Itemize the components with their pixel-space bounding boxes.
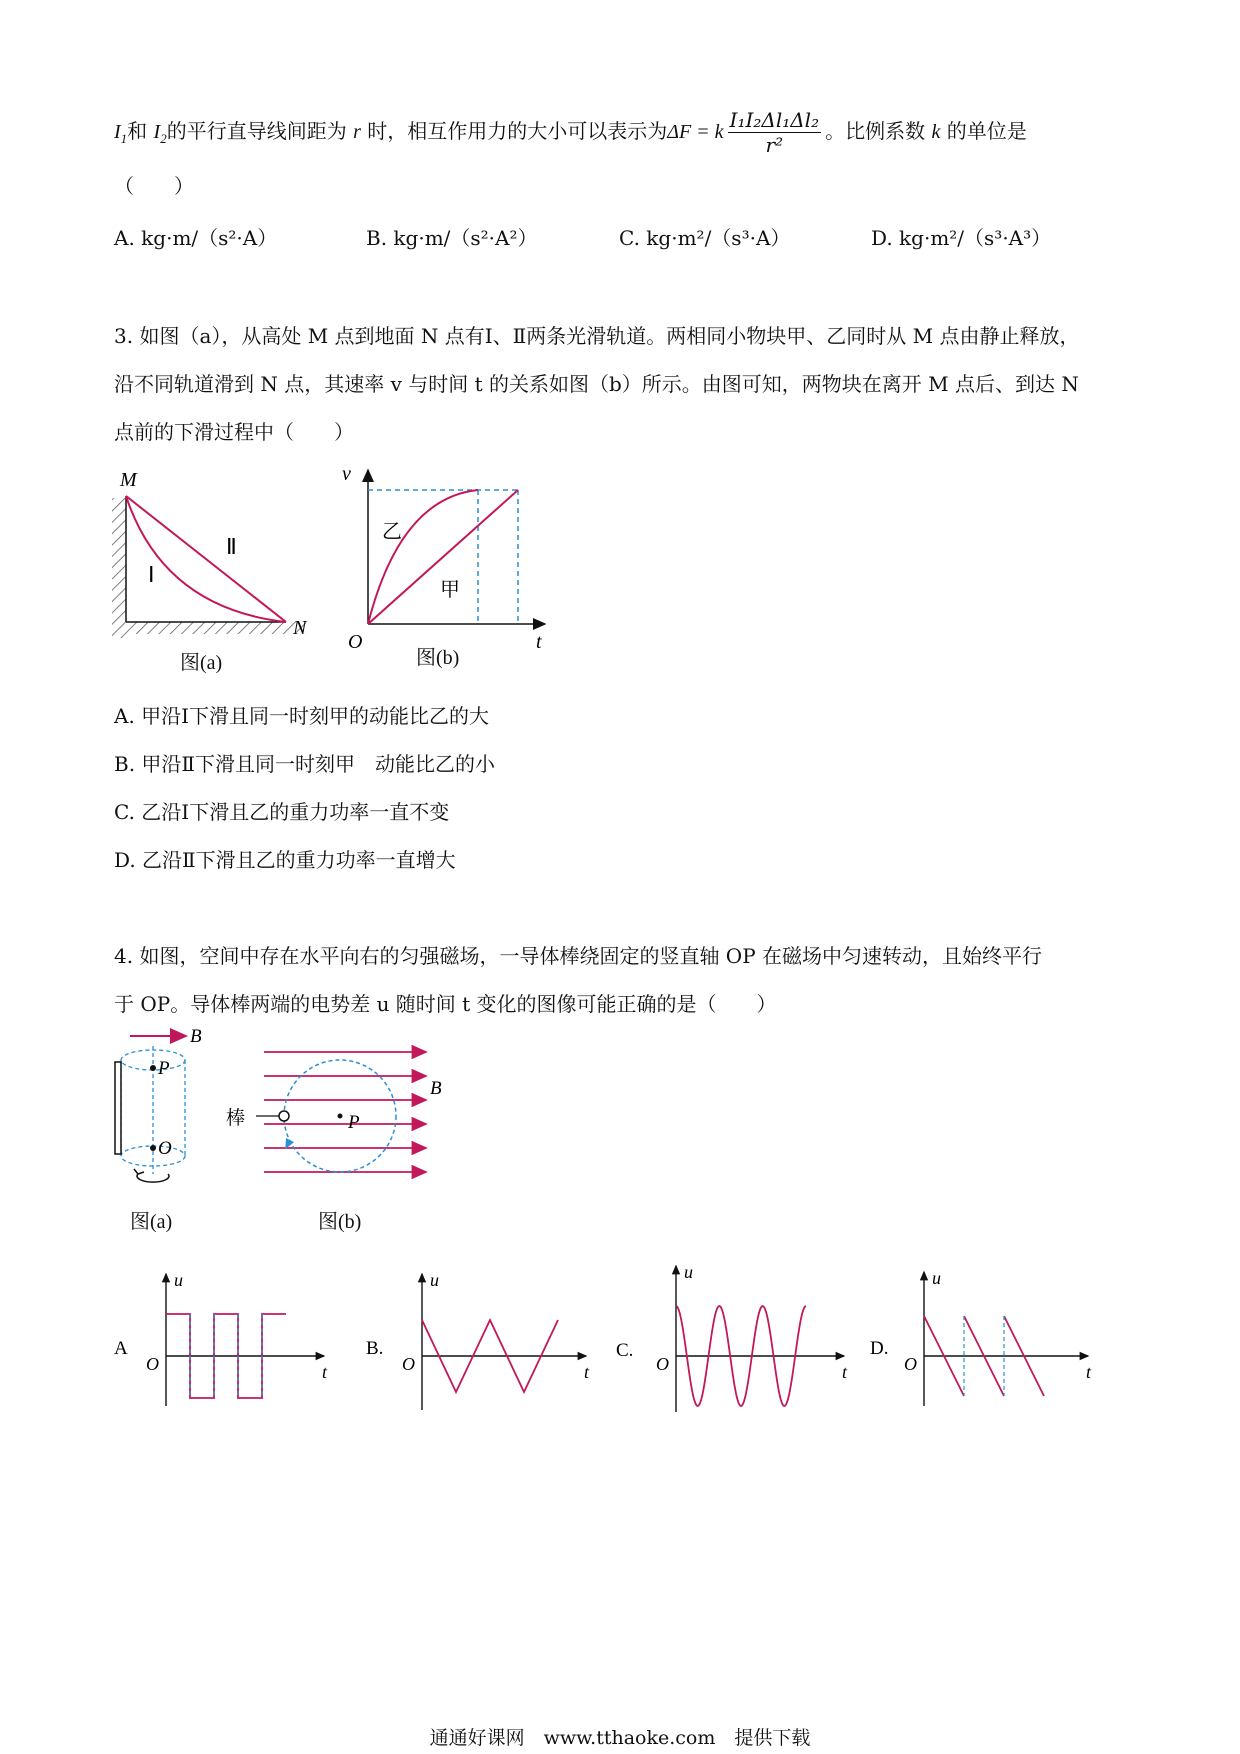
- svg-text:O: O: [158, 1138, 172, 1159]
- q3-option-a[interactable]: A. 甲沿Ⅰ下滑且同一时刻甲的动能比乙的大: [114, 704, 490, 728]
- q4-graph-d[interactable]: [868, 1266, 1098, 1416]
- q4-graph-a[interactable]: [112, 1268, 332, 1418]
- svg-text:t: t: [584, 1362, 590, 1382]
- label-B-b: B: [430, 1078, 442, 1099]
- label-yi: 乙: [382, 521, 402, 543]
- svg-text:t: t: [322, 1362, 328, 1382]
- q3-option-d[interactable]: D. 乙沿Ⅱ下滑且乙的重力功率一直增大: [114, 848, 456, 872]
- q4-graph-c[interactable]: [614, 1260, 854, 1420]
- label-N: N: [293, 617, 307, 639]
- svg-text:u: u: [684, 1262, 693, 1282]
- q3-fig-a-caption: 图(a): [180, 652, 223, 674]
- q3-figure-a: [108, 458, 328, 668]
- label-B: B: [190, 1026, 202, 1047]
- graph-b-label: B.: [366, 1338, 384, 1359]
- q4-graph-b[interactable]: [364, 1268, 594, 1418]
- svg-text:u: u: [932, 1268, 941, 1288]
- label-t: t: [536, 631, 542, 653]
- label-v: v: [342, 463, 351, 485]
- label-rod: 棒: [226, 1108, 246, 1129]
- graph-c-label: C.: [616, 1340, 634, 1361]
- q2-I2: $I_2$: [153, 121, 167, 146]
- svg-text:t: t: [842, 1362, 848, 1382]
- svg-text:u: u: [430, 1270, 439, 1290]
- conductor-rod: [115, 1062, 121, 1154]
- svg-text:O: O: [904, 1354, 917, 1374]
- q2-stem: $I_1$和 $I_2$的平行直导线间距为 r 时，相互作用力的大小可以表示为ΔF = k $\frac{\text{I₁I₂Δl₁Δl₂}}{\text{r²}}$ 。比例系数 k 的单位是: [114, 108, 1027, 157]
- q2-option-b[interactable]: B. kg·m/（s²·A²）: [366, 226, 538, 250]
- svg-text:P: P: [158, 1058, 170, 1079]
- svg-text:O: O: [656, 1354, 669, 1374]
- point-O: [150, 1145, 156, 1151]
- yi-curve: [368, 490, 478, 624]
- q3-line2: 沿不同轨道滑到 N 点，其速率 v 与时间 t 的关系如图（b）所示。由图可知，两物块在离开 M 点后、到达 N: [114, 372, 1079, 396]
- label-II: Ⅱ: [226, 534, 237, 559]
- svg-text:O: O: [146, 1354, 159, 1374]
- page-footer: 通通好课网 www.tthaoke.com 提供下载: [429, 1727, 811, 1749]
- q4-line1: 4. 如图，空间中存在水平向右的匀强磁场，一导体棒绕固定的竖直轴 OP 在磁场中匀速转动，且始终平行: [114, 944, 1043, 968]
- formula-fraction: $\frac{\text{I₁I₂Δl₁Δl₂}}{\text{r²}}$: [729, 108, 820, 157]
- rod-cross-section: [279, 1111, 289, 1121]
- q2-option-a[interactable]: A. kg·m/（s²·A）: [114, 226, 278, 250]
- q2-option-d[interactable]: D. kg·m²/（s³·A³）: [871, 226, 1052, 250]
- svg-text:O: O: [402, 1354, 415, 1374]
- point-P-b: [338, 1114, 343, 1119]
- q3-option-b[interactable]: B. 甲沿Ⅱ下滑且同一时刻甲 动能比乙的小: [114, 752, 496, 776]
- rotation-icon: [137, 1174, 169, 1182]
- svg-text:u: u: [174, 1270, 183, 1290]
- q4-fig-b-caption: 图(b): [318, 1211, 362, 1233]
- label-I: Ⅰ: [148, 562, 155, 587]
- q2-paren: （ ）: [114, 174, 194, 198]
- formula-lhs: ΔF = k: [667, 121, 724, 143]
- q4-line2: 于 OP。导体棒两端的电势差 u 随时间 t 变化的图像可能正确的是（ ）: [114, 992, 777, 1016]
- q3-figure-b: [340, 458, 560, 668]
- graph-d-label: D.: [870, 1338, 889, 1359]
- svg-text:P: P: [348, 1112, 360, 1133]
- q3-line1: 3. 如图（a），从高处 M 点到地面 N 点有Ⅰ、Ⅱ两条光滑轨道。两相同小物块甲、乙同时从 M 点由静止释放，: [114, 324, 1080, 348]
- q2-I1: $I_1$: [114, 121, 128, 146]
- field-lines: [264, 1052, 426, 1172]
- svg-text:t: t: [1086, 1362, 1092, 1382]
- q4-figure-b: [226, 1040, 456, 1200]
- point-P: [150, 1065, 156, 1071]
- wall-hatch: [112, 498, 126, 638]
- q4-figure-a: [108, 1026, 218, 1226]
- label-jia: 甲: [440, 579, 460, 601]
- graph-a-label: A: [114, 1338, 128, 1359]
- q3-option-c[interactable]: C. 乙沿Ⅰ下滑且乙的重力功率一直不变: [114, 800, 450, 824]
- label-M: M: [120, 469, 137, 491]
- track-II: [126, 496, 286, 622]
- q3-line3: 点前的下滑过程中（ ）: [114, 420, 354, 444]
- ground-hatch: [126, 622, 306, 634]
- label-O: O: [348, 631, 363, 653]
- jia-line: [368, 490, 518, 624]
- q3-fig-b-caption: 图(b): [416, 647, 460, 669]
- q2-option-c[interactable]: C. kg·m²/（s³·A）: [619, 226, 791, 250]
- q4-fig-a-caption: 图(a): [130, 1211, 173, 1233]
